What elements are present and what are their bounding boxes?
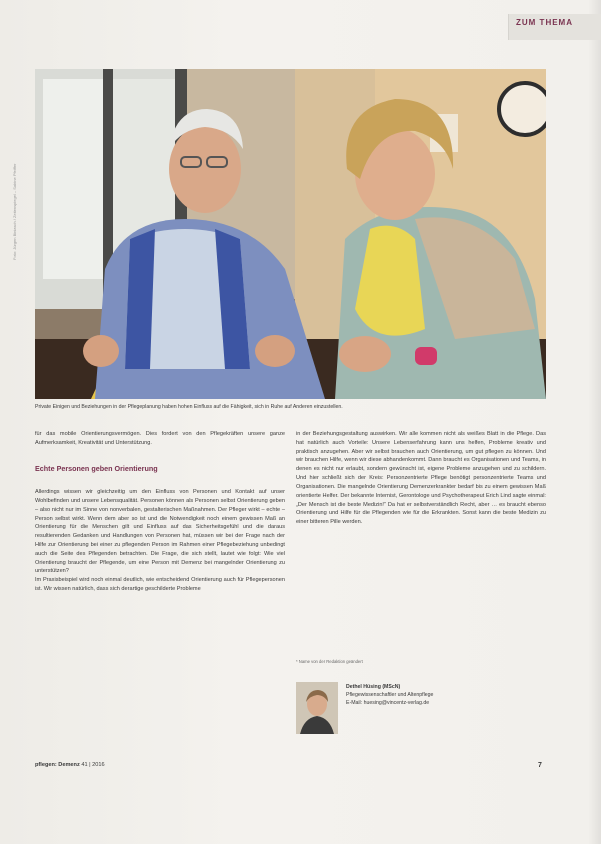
article-column-left [35,430,285,594]
section-label: ZUM THEMA [516,18,573,27]
author-name: Dethel Hüsing (MScN) [346,684,401,690]
article-intro-paragraph: für das mobile Orientierungsvermögen. Dies fordert von den Pflegekräften unsere ganze Aufmerksamkeit, Kreativität und Unterstützung. [35,431,285,446]
author-email: E-Mail: huesing@vincentz-verlag.de [346,699,430,706]
article-subheading: Echte Personen geben Orientierung [35,463,158,473]
photo-illustration [35,69,546,399]
photo-credit: Foto: Jürgen Biniasch / Zeitenspiegel – Sabine Pfeiffer [12,163,17,260]
author-role: Pflegewissenschaftler und Altenpflege [346,691,434,698]
article-body-paragraph: Allerdings wissen wir gleichzeitig um den Einfluss von Personen und Kontakt auf unser Wohlbefinden und unsere Lebensqualität. Personen können als Personen selbst Orientierung geben – also nicht nur im Sinne von nonverbalen, gestalterischen Maßnahmen. Der Pfleger wirkt – echte – Person selbst wirkt. Wenn dem aber so ist und die Notwendigkeit noch einem gewissen Maß an Orientierung für die Menschen gilt und Einfluss auf das Sicherheitsgefühl und die daraus resultierenden Gedanken und Handlungen von Personen hat, müssen wir bei der Frage nach der Hilfe zur Orientierung bei einer zu pflegenden Person im Rahmen einer Pflegebeziehung unbedingt auch die Seite des Pflegenden betrachten. Die Frage, die sich stellt, lautet wie folgt: Wie viel Orientierung braucht der Pflegende, um eine Person mit Demenz bei mangelnder Orientierung zu unterstützen? [35,489,285,575]
article-column-right [296,430,546,527]
article-photo [35,69,546,399]
footnote: * Name von der Redaktion geändert [296,659,363,664]
page-fold-shadow [588,0,601,844]
article-body-paragraph-2: Im Praxisbeispiel wird noch einmal deutlich, wie entscheidend Orientierung auch für Pflegepersonen ist. Wir wissen natürlich, dass sich derartige geschilderte Probleme [35,577,285,593]
author-portrait [296,682,338,734]
publication-issue: 41 | 2016 [81,762,105,768]
author-photo [296,682,338,734]
author-block [346,684,433,707]
page-number: 7 [538,762,542,769]
article-body-paragraph-right: in der Beziehungsgestaltung auswirken. Wir alle kommen nicht als weißes Blatt in die Pflege. Das hat natürlich auch Vorteile: Unsere Lebenserfahrung kann uns helfen, Probleme kreativ und praktisch anzugehen. Aber wir selbst brauchen auch Orientierung, um gut pflegen zu können. Und wir brauchen Hilfe, wenn wir diese abhandenkommt. Dann braucht es Organisationen und Teams, in denen es nicht nur erlaubt, sondern gewünscht ist, eigene Probleme anzugehen und zu schildern. Und hier schließt sich der Kreis: Personzentrierte Pflege benötigt personzentrierte Teams und Organisationen. Die mangelnde Orientierung Demenzerkrankter bedarf bis zu einem gewissen Maß orientierte Helfer. Der bekannte Internist, Gerontologe und Psychotherapeut Erich Lind sagte einmal: „Der Mensch ist die beste Medizin!“ Da hat er selbstverständlich Recht, aber … es braucht ebenso Orientierung und Hilfe für die Pflegenden wie für die Erkrankten. Sonst kann die beste Medizin zu einer bitteren Pille werden. [296,431,546,526]
footer-publication [35,762,105,768]
publication-name: pflegen: Demenz [35,762,80,768]
photo-caption: Private Einigen und Beziehungen in der Pflegeplanung haben hohen Einfluss auf die Fähigkeit, sich in Ruhe auf Anderen einzustellen. [35,404,343,410]
